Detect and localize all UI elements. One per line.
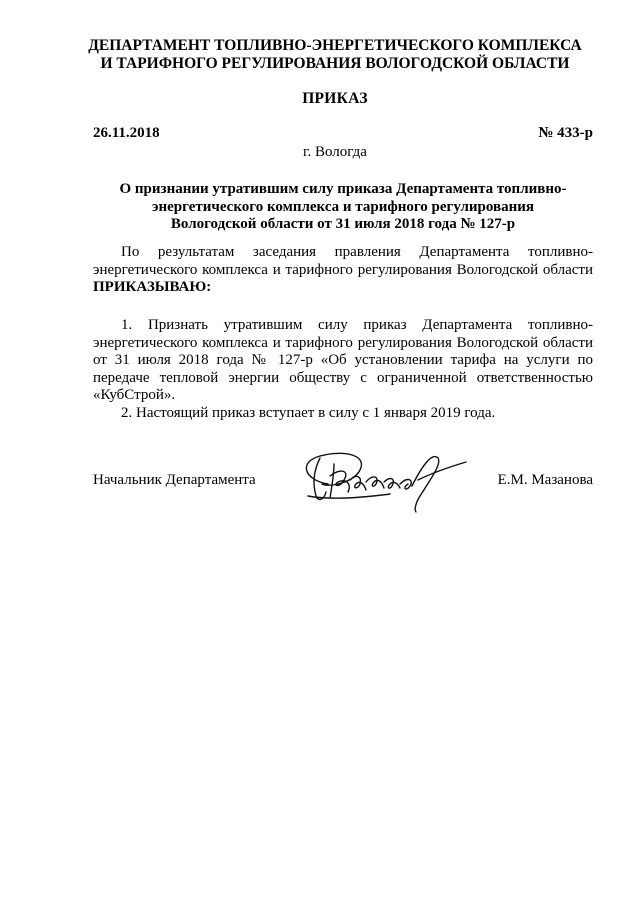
signatory-name: Е.М. Мазанова bbox=[497, 472, 593, 488]
order-date: 26.11.2018 bbox=[93, 125, 160, 141]
item-1-line-1: 1. Признать утратившим силу приказ Департамента топливно- bbox=[121, 317, 593, 333]
order-city: г. Вологда bbox=[303, 144, 367, 160]
intro-line-1: По результатам заседания правления Департамента топливно- bbox=[121, 244, 593, 260]
subject-line-3: Вологодской области от 31 июля 2018 года № 127-р bbox=[170, 216, 516, 232]
document-type-title: ПРИКАЗ bbox=[302, 90, 368, 107]
handwritten-signature bbox=[290, 440, 470, 515]
item-1-line-5: «КубСтрой». bbox=[93, 387, 176, 403]
organization-name-line-2: И ТАРИФНОГО РЕГУЛИРОВАНИЯ ВОЛОГОДСКОЙ ОБЛАСТИ bbox=[100, 54, 570, 72]
document-header bbox=[40, 37, 630, 72]
intro-paragraph bbox=[93, 244, 593, 297]
signatory-role: Начальник Департамента bbox=[93, 472, 256, 488]
item-1-line-4: передаче тепловой энергии обществу с ограниченной ответственностью bbox=[93, 369, 593, 386]
organization-name-line-1: ДЕПАРТАМЕНТ ТОПЛИВНО-ЭНЕРГЕТИЧЕСКОГО КОМПЛЕКСА bbox=[88, 37, 582, 54]
order-subject bbox=[93, 181, 593, 234]
intro-line-2: энергетического комплекса и тарифного регулирования Вологодской области bbox=[93, 261, 593, 278]
item-1-line-3: от 31 июля 2018 года № 127-р «Об установлении тарифа на услуги по bbox=[93, 352, 593, 368]
order-item-2 bbox=[93, 405, 593, 423]
item-2-text: 2. Настоящий приказ вступает в силу с 1 января 2019 года. bbox=[121, 405, 496, 421]
subject-line-1: О признании утратившим силу приказа Департамента топливно- bbox=[119, 181, 567, 197]
order-word: ПРИКАЗЫВАЮ: bbox=[93, 279, 212, 295]
order-item-1 bbox=[93, 317, 593, 405]
subject-line-2: энергетического комплекса и тарифного регулирования bbox=[151, 198, 535, 215]
order-number: № 433-р bbox=[538, 125, 593, 141]
item-1-line-2: энергетического комплекса и тарифного регулирования Вологодской области bbox=[93, 334, 593, 351]
